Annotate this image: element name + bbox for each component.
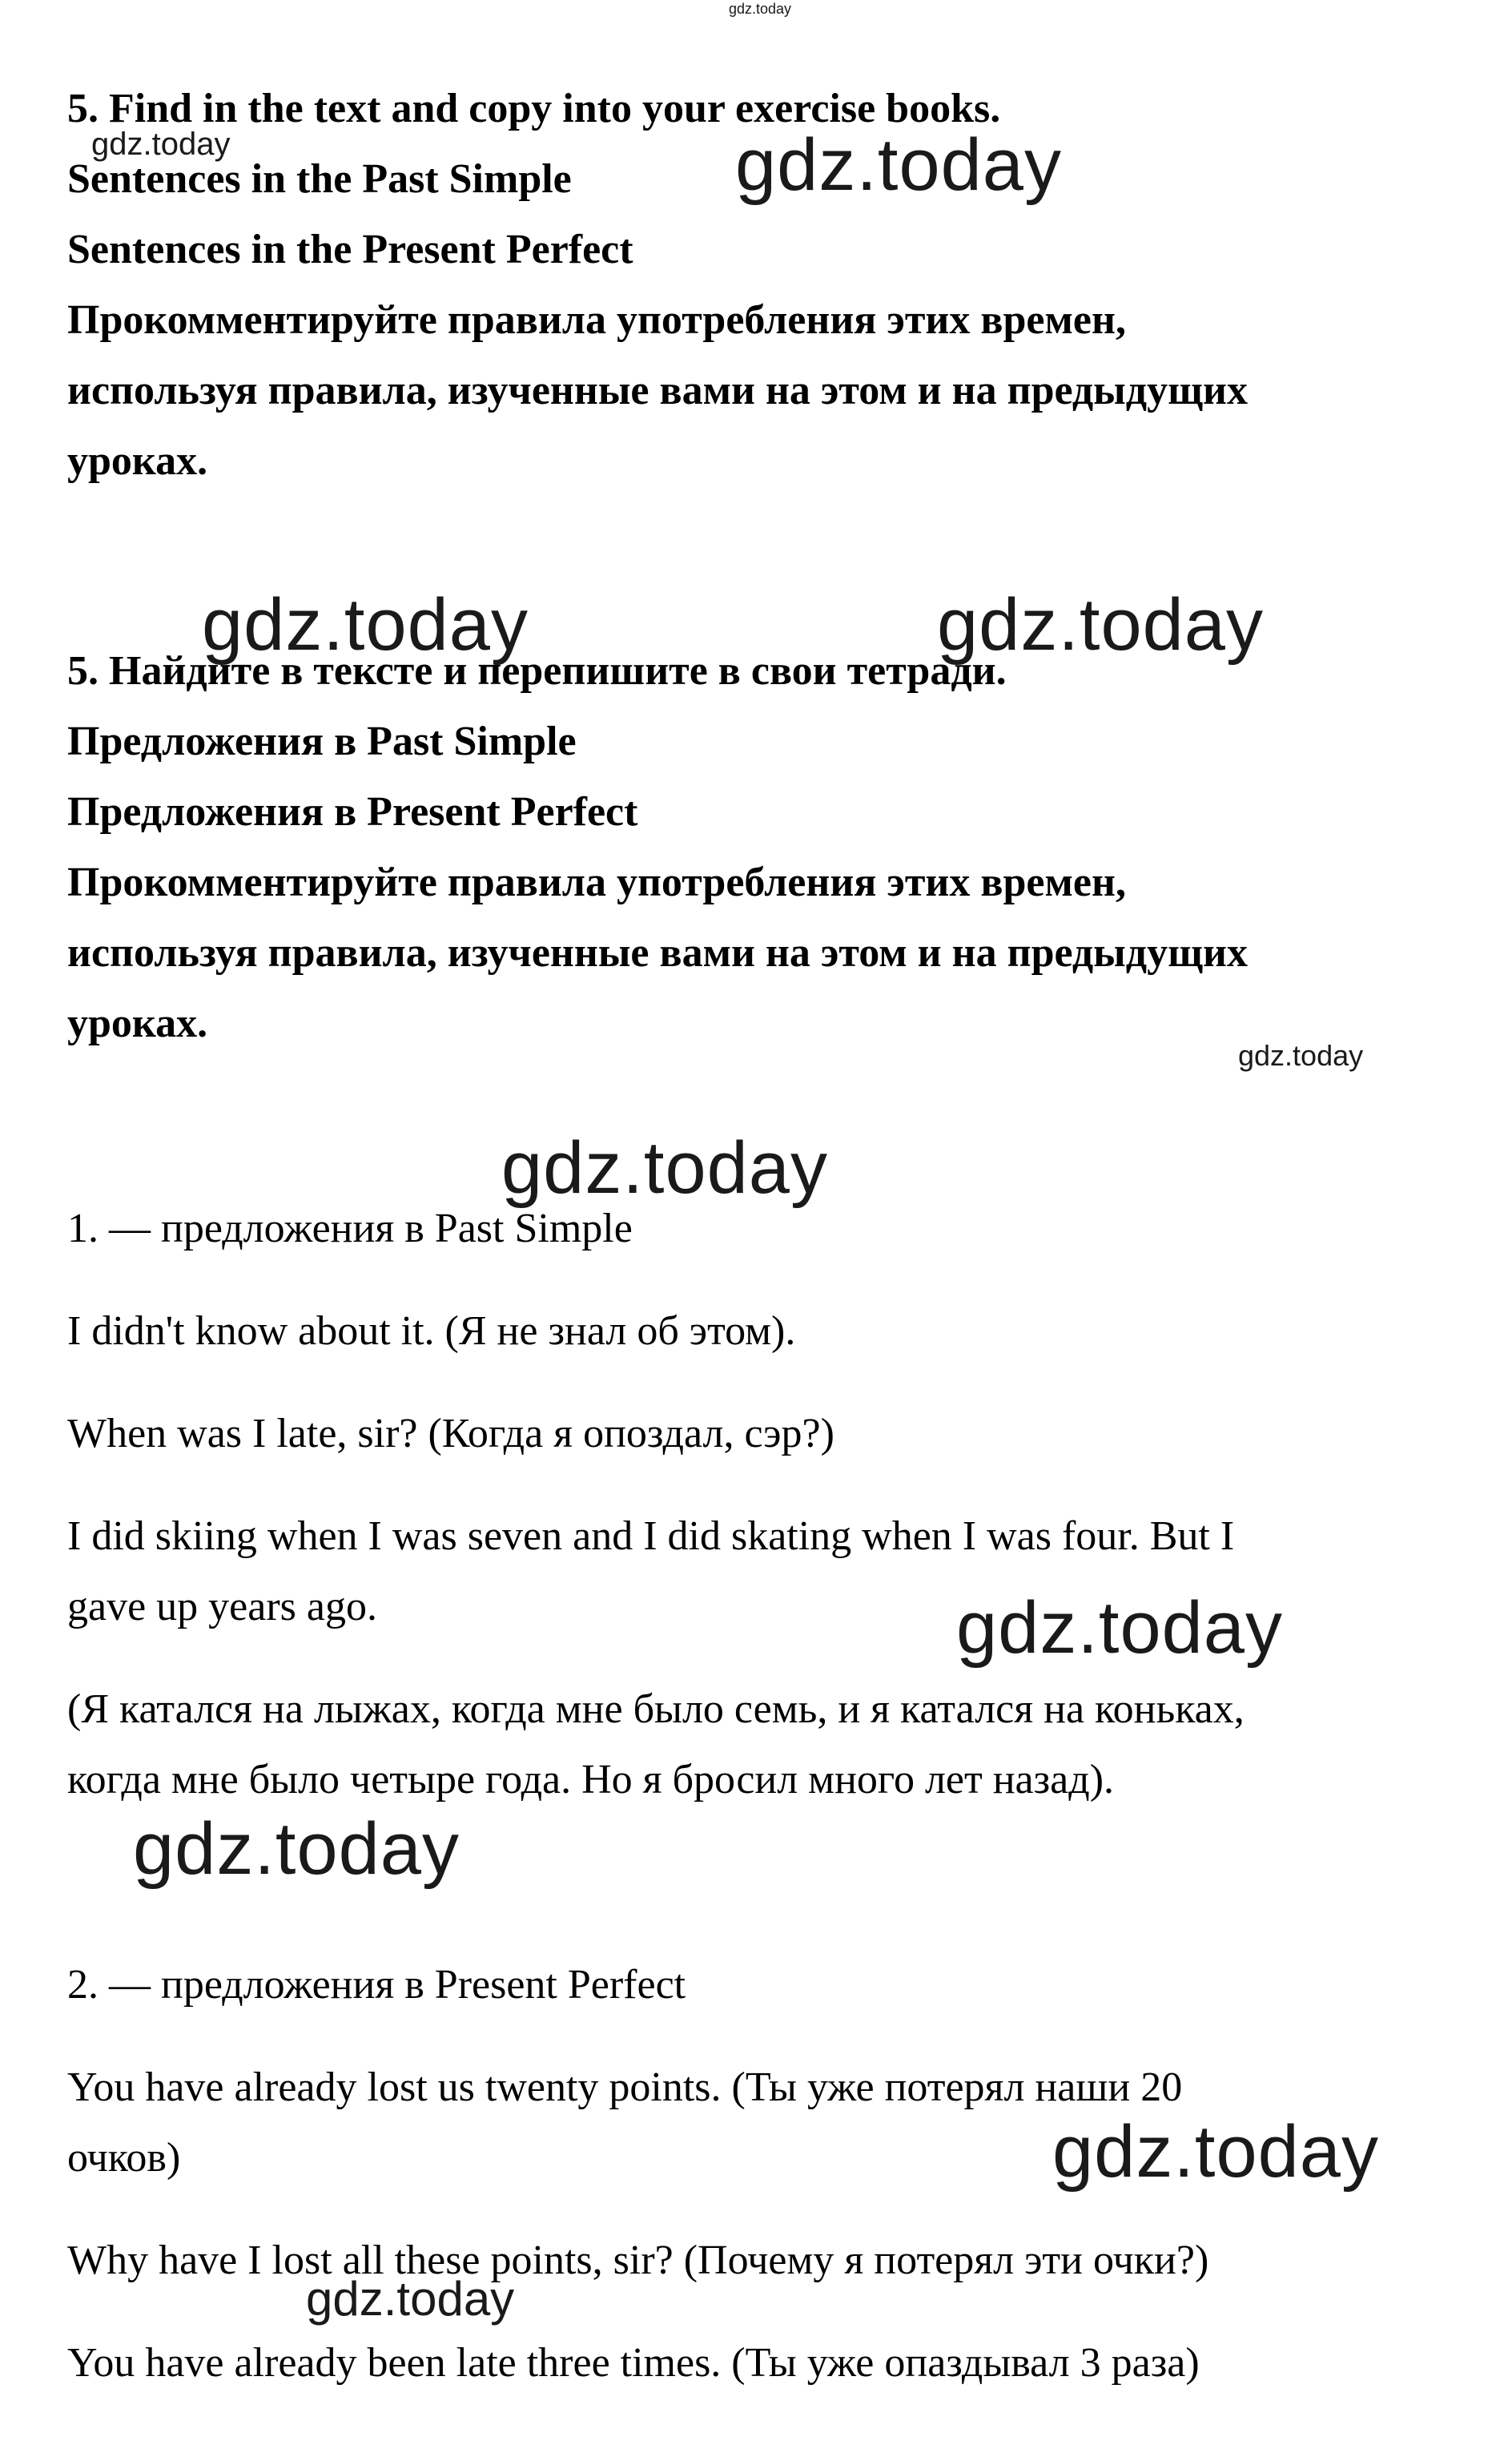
answer-past-sentence-2: When was I late, sir? (Когда я опоздал, сэр?) xyxy=(67,1411,834,1456)
watermark: gdz.today xyxy=(133,1808,460,1890)
answer-perfect-sentence-2: Why have I lost all these points, sir? (Почему я потерял эти очки?) xyxy=(67,2238,1209,2283)
watermark: gdz.today xyxy=(735,124,1062,206)
answer-perfect-sentence-3: You have already been late three times. (Ты уже опаздывал 3 раза) xyxy=(67,2340,1200,2386)
task-en-comment-line-2: используя правила, изученные вами на этом и на предыдущих xyxy=(67,368,1248,413)
task-ru-comment-line-1: Прокомментируйте правила употребления этих времен, xyxy=(67,860,1126,905)
task-ru-heading: 5. Найдите в тексте и перепишите в свои тетради. xyxy=(67,648,1007,694)
answer-past-translation-line-1: (Я катался на лыжах, когда мне было семь, и я катался на коньках, xyxy=(67,1686,1245,1732)
watermark: gdz.today xyxy=(1238,1039,1364,1072)
task-ru-comment-line-2: используя правила, изученные вами на этом и на предыдущих xyxy=(67,930,1248,976)
answer-perfect-heading: 2. — предложения в Present Perfect xyxy=(67,1962,686,2008)
answer-past-heading: 1. — предложения в Past Simple xyxy=(67,1206,633,1251)
answer-past-sentence-3-line-2: gave up years ago. xyxy=(67,1584,377,1629)
task-en-comment-line-1: Прокомментируйте правила употребления этих времен, xyxy=(67,297,1126,343)
task-en-past-line: Sentences in the Past Simple xyxy=(67,156,572,202)
task-ru-past-line: Предложения в Past Simple xyxy=(67,719,577,764)
task-ru-comment-line-3: уроках. xyxy=(67,1001,208,1046)
watermark: gdz.today xyxy=(202,584,529,666)
task-en-perfect-line: Sentences in the Present Perfect xyxy=(67,227,633,272)
watermark: gdz.today xyxy=(91,127,231,162)
task-ru-perfect-line: Предложения в Present Perfect xyxy=(67,789,638,835)
task-en-heading: 5. Find in the text and copy into your exercise books. xyxy=(67,86,1001,131)
answer-past-sentence-3-line-1: I did skiing when I was seven and I did skating when I was four. But I xyxy=(67,1513,1235,1559)
watermark: gdz.today xyxy=(937,584,1264,666)
watermark: gdz.today xyxy=(729,1,792,17)
answer-perfect-sentence-1-line-1: You have already lost us twenty points. (Ты уже потерял наши 20 xyxy=(67,2064,1183,2110)
watermark: gdz.today xyxy=(306,2272,515,2326)
answer-past-translation-line-2: когда мне было четыре года. Но я бросил много лет назад). xyxy=(67,1757,1115,1802)
answer-past-sentence-1: I didn't know about it. (Я не знал об этом). xyxy=(67,1308,796,1354)
task-en-comment-line-3: уроках. xyxy=(67,438,208,484)
answer-perfect-sentence-1-line-2: очков) xyxy=(67,2135,181,2181)
watermark: gdz.today xyxy=(956,1587,1283,1669)
watermark: gdz.today xyxy=(501,1127,828,1209)
watermark: gdz.today xyxy=(1052,2111,1379,2193)
